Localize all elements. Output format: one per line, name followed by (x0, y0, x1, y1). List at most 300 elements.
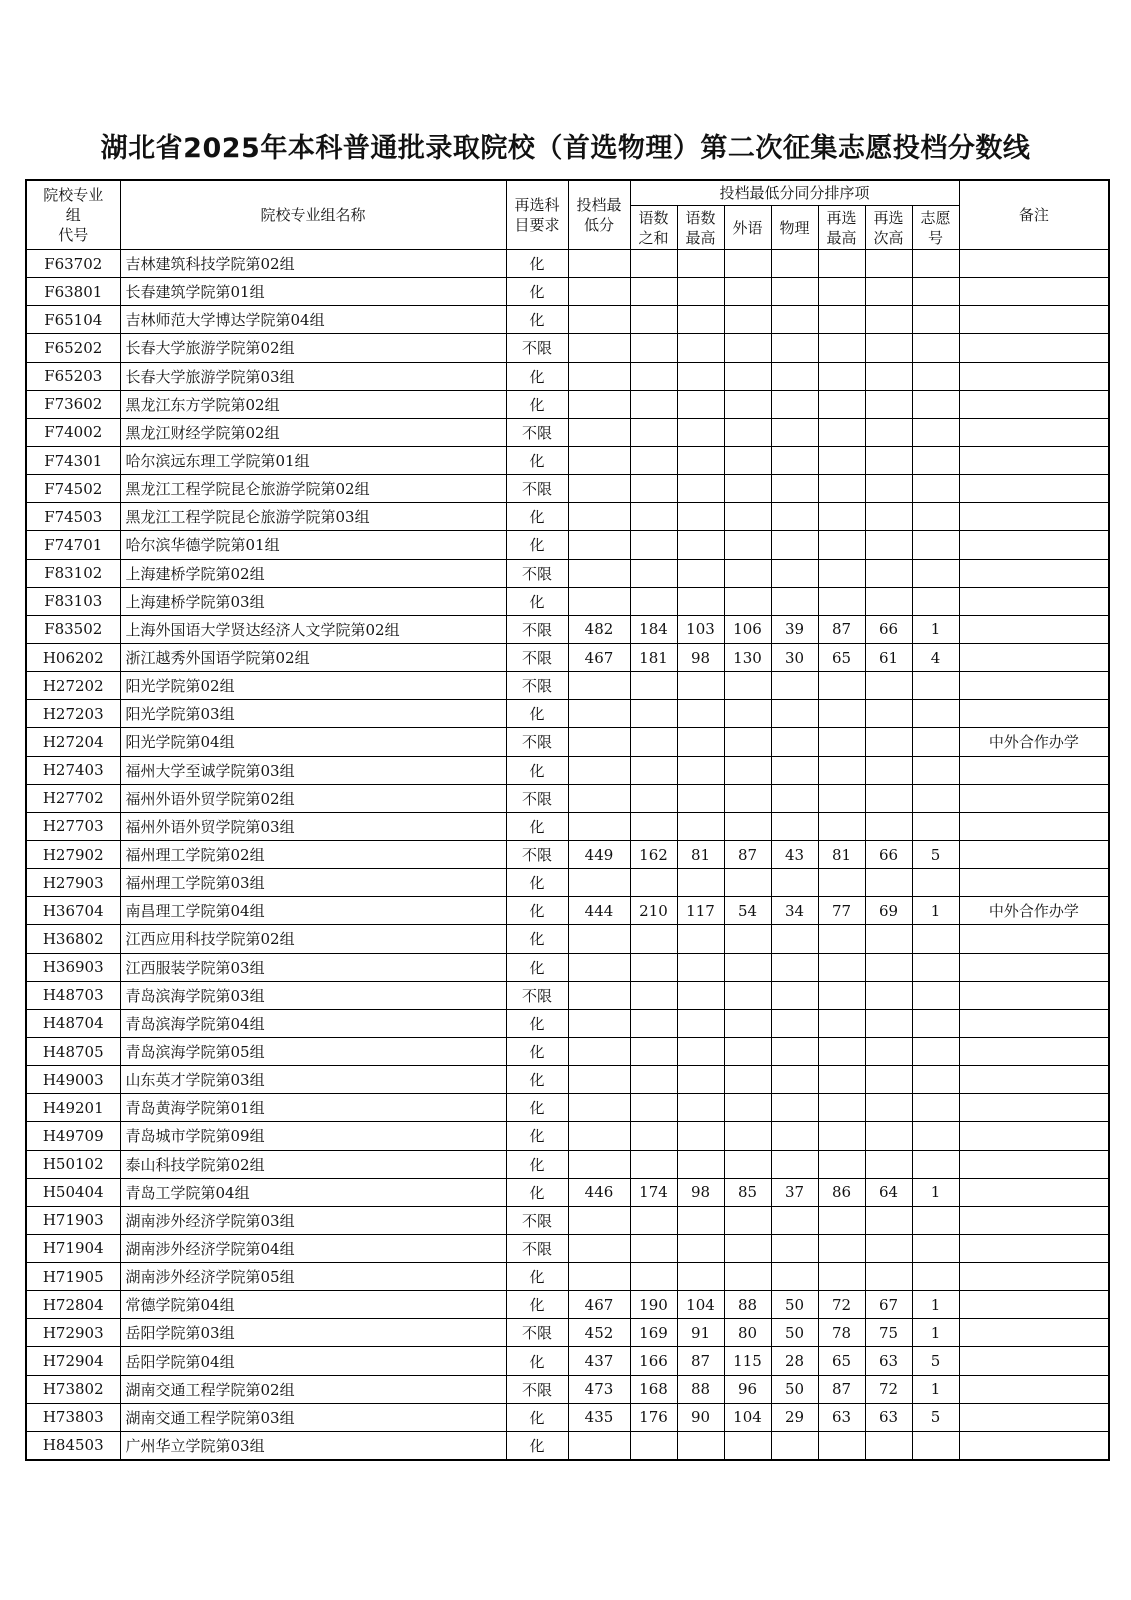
cell-name: 黑龙江工程学院昆仑旅游学院第03组 (120, 503, 506, 531)
header-tie-col-line: 之和 (638, 228, 669, 247)
cell-choice-no (912, 953, 959, 981)
cell-english (724, 1234, 771, 1262)
cell-elective-high (818, 1037, 865, 1065)
header-req-line1: 再选科 (514, 196, 560, 214)
cell-physics (771, 446, 818, 474)
cell-physics: 39 (771, 615, 818, 643)
cell-choice-no (912, 306, 959, 334)
cell-english: 115 (724, 1347, 771, 1375)
cell-remark (959, 1291, 1109, 1319)
cell-choice-no (912, 756, 959, 784)
cell-name: 江西应用科技学院第02组 (120, 925, 506, 953)
cell-choice-no (912, 418, 959, 446)
cell-code: F74002 (26, 418, 120, 446)
cell-elective-second (865, 784, 912, 812)
cell-remark (959, 1375, 1109, 1403)
cell-sum-cm (630, 390, 677, 418)
table-row (26, 531, 1109, 559)
cell-choice-no (912, 1234, 959, 1262)
cell-code: H36802 (26, 925, 120, 953)
cell-english: 130 (724, 643, 771, 671)
cell-max-cm: 87 (677, 1347, 724, 1375)
cell-remark (959, 475, 1109, 503)
header-remark: 备注 (959, 180, 1109, 250)
cell-elective-second (865, 1150, 912, 1178)
cell-name: 青岛黄海学院第01组 (120, 1094, 506, 1122)
table-row (26, 615, 1109, 643)
cell-max-cm (677, 475, 724, 503)
table-row (26, 1234, 1109, 1262)
cell-min-score: 437 (568, 1347, 630, 1375)
cell-remark (959, 1403, 1109, 1431)
cell-max-cm (677, 1150, 724, 1178)
cell-max-cm (677, 1206, 724, 1234)
cell-min-score: 473 (568, 1375, 630, 1403)
cell-english (724, 362, 771, 390)
cell-code: H48704 (26, 1009, 120, 1037)
cell-elective-second (865, 418, 912, 446)
cell-name: 福州理工学院第03组 (120, 869, 506, 897)
cell-choice-no (912, 728, 959, 756)
header-tie-col-line: 最高 (685, 228, 716, 247)
cell-choice-no: 1 (912, 1375, 959, 1403)
cell-max-cm (677, 587, 724, 615)
cell-sum-cm (630, 1150, 677, 1178)
cell-name: 湖南涉外经济学院第04组 (120, 1234, 506, 1262)
cell-sum-cm (630, 446, 677, 474)
cell-english (724, 503, 771, 531)
table-header (26, 180, 1109, 250)
cell-elective-second: 69 (865, 897, 912, 925)
cell-min-score (568, 362, 630, 390)
cell-english (724, 559, 771, 587)
cell-max-cm (677, 559, 724, 587)
cell-physics (771, 981, 818, 1009)
cell-choice-no (912, 869, 959, 897)
cell-choice-no: 5 (912, 840, 959, 868)
cell-name: 黑龙江财经学院第02组 (120, 418, 506, 446)
cell-code: H73803 (26, 1403, 120, 1431)
cell-min-score (568, 700, 630, 728)
cell-name: 青岛滨海学院第03组 (120, 981, 506, 1009)
cell-physics (771, 812, 818, 840)
cell-requirement: 不限 (506, 672, 568, 700)
cell-elective-high (818, 672, 865, 700)
cell-max-cm (677, 278, 724, 306)
cell-requirement: 化 (506, 1037, 568, 1065)
table-row (26, 869, 1109, 897)
cell-choice-no (912, 250, 959, 278)
cell-code: H49709 (26, 1122, 120, 1150)
cell-code: H27903 (26, 869, 120, 897)
cell-name: 湖南交通工程学院第02组 (120, 1375, 506, 1403)
cell-elective-high (818, 587, 865, 615)
table-row (26, 1375, 1109, 1403)
cell-elective-second: 63 (865, 1403, 912, 1431)
table-row (26, 925, 1109, 953)
cell-code: H27203 (26, 700, 120, 728)
cell-elective-high (818, 362, 865, 390)
cell-physics (771, 587, 818, 615)
cell-english: 80 (724, 1319, 771, 1347)
cell-name: 阳光学院第04组 (120, 728, 506, 756)
header-tie-col-line: 次高 (873, 228, 904, 247)
cell-requirement: 化 (506, 1347, 568, 1375)
cell-name: 上海建桥学院第02组 (120, 559, 506, 587)
cell-elective-high: 87 (818, 1375, 865, 1403)
cell-elective-second (865, 1206, 912, 1234)
cell-max-cm (677, 812, 724, 840)
cell-elective-high: 72 (818, 1291, 865, 1319)
cell-max-cm (677, 1094, 724, 1122)
cell-elective-high (818, 1122, 865, 1150)
cell-sum-cm (630, 1431, 677, 1459)
cell-elective-high: 77 (818, 897, 865, 925)
cell-physics (771, 1234, 818, 1262)
cell-code: H27702 (26, 784, 120, 812)
cell-english (724, 475, 771, 503)
header-tie-col-line: 最高 (826, 228, 857, 247)
cell-min-score (568, 503, 630, 531)
cell-name: 青岛工学院第04组 (120, 1178, 506, 1206)
cell-elective-second (865, 953, 912, 981)
cell-sum-cm (630, 559, 677, 587)
cell-max-cm: 88 (677, 1375, 724, 1403)
cell-elective-high (818, 334, 865, 362)
cell-physics: 50 (771, 1319, 818, 1347)
cell-code: F73602 (26, 390, 120, 418)
cell-code: H48703 (26, 981, 120, 1009)
cell-elective-high (818, 1009, 865, 1037)
cell-code: H50102 (26, 1150, 120, 1178)
cell-name: 长春大学旅游学院第02组 (120, 334, 506, 362)
table-row (26, 278, 1109, 306)
cell-max-cm (677, 953, 724, 981)
cell-physics (771, 700, 818, 728)
cell-name: 南昌理工学院第04组 (120, 897, 506, 925)
table-row (26, 1263, 1109, 1291)
cell-english: 104 (724, 1403, 771, 1431)
cell-min-score (568, 728, 630, 756)
cell-min-score (568, 587, 630, 615)
cell-english: 106 (724, 615, 771, 643)
cell-elective-second (865, 1431, 912, 1459)
cell-min-score: 449 (568, 840, 630, 868)
header-tie-col-line: 语数 (685, 208, 716, 227)
cell-sum-cm (630, 587, 677, 615)
cell-physics (771, 531, 818, 559)
cell-remark (959, 250, 1109, 278)
cell-min-score: 482 (568, 615, 630, 643)
cell-physics (771, 672, 818, 700)
cell-sum-cm (630, 334, 677, 362)
cell-requirement: 化 (506, 1122, 568, 1150)
cell-physics (771, 1150, 818, 1178)
header-min-line2: 低分 (583, 216, 614, 234)
cell-code: H72804 (26, 1291, 120, 1319)
cell-english: 85 (724, 1178, 771, 1206)
cell-code: H27403 (26, 756, 120, 784)
cell-name: 山东英才学院第03组 (120, 1066, 506, 1094)
cell-elective-high (818, 1431, 865, 1459)
cell-english: 96 (724, 1375, 771, 1403)
cell-elective-high: 63 (818, 1403, 865, 1431)
cell-sum-cm (630, 1234, 677, 1262)
cell-english (724, 306, 771, 334)
cell-english (724, 1037, 771, 1065)
cell-min-score: 435 (568, 1403, 630, 1431)
cell-physics (771, 953, 818, 981)
cell-sum-cm (630, 1037, 677, 1065)
cell-remark (959, 531, 1109, 559)
cell-min-score (568, 278, 630, 306)
cell-remark (959, 784, 1109, 812)
cell-requirement: 化 (506, 756, 568, 784)
cell-max-cm (677, 784, 724, 812)
cell-sum-cm (630, 1206, 677, 1234)
cell-elective-high (818, 1234, 865, 1262)
cell-requirement: 不限 (506, 418, 568, 446)
cell-remark (959, 925, 1109, 953)
cell-english (724, 784, 771, 812)
cell-code: H48705 (26, 1037, 120, 1065)
header-tie-col (630, 206, 677, 250)
header-tie-col (724, 206, 771, 250)
cell-elective-high (818, 278, 865, 306)
cell-elective-high (818, 503, 865, 531)
cell-sum-cm (630, 812, 677, 840)
cell-min-score (568, 446, 630, 474)
cell-elective-high (818, 728, 865, 756)
cell-english (724, 672, 771, 700)
cell-elective-high (818, 925, 865, 953)
cell-elective-high (818, 1094, 865, 1122)
cell-choice-no (912, 1066, 959, 1094)
table-body (26, 250, 1109, 1460)
cell-elective-second (865, 869, 912, 897)
cell-code: F74502 (26, 475, 120, 503)
table-row (26, 1094, 1109, 1122)
table-row (26, 756, 1109, 784)
cell-elective-second (865, 756, 912, 784)
cell-physics (771, 559, 818, 587)
cell-elective-high (818, 1150, 865, 1178)
cell-elective-second (865, 587, 912, 615)
cell-sum-cm (630, 250, 677, 278)
cell-elective-second (865, 1009, 912, 1037)
cell-remark (959, 840, 1109, 868)
cell-min-score: 444 (568, 897, 630, 925)
cell-physics (771, 1431, 818, 1459)
cell-choice-no (912, 503, 959, 531)
cell-physics (771, 1066, 818, 1094)
cell-max-cm (677, 418, 724, 446)
cell-elective-high (818, 306, 865, 334)
cell-choice-no (912, 1094, 959, 1122)
cell-elective-second (865, 1037, 912, 1065)
cell-code: F63702 (26, 250, 120, 278)
cell-remark (959, 334, 1109, 362)
cell-physics (771, 1009, 818, 1037)
table-row (26, 418, 1109, 446)
cell-english (724, 756, 771, 784)
cell-requirement: 不限 (506, 728, 568, 756)
cell-elective-second (865, 250, 912, 278)
cell-remark (959, 1037, 1109, 1065)
cell-physics (771, 1263, 818, 1291)
cell-remark (959, 812, 1109, 840)
cell-physics (771, 1206, 818, 1234)
cell-requirement: 化 (506, 869, 568, 897)
table-row (26, 1066, 1109, 1094)
cell-remark (959, 643, 1109, 671)
cell-requirement: 不限 (506, 475, 568, 503)
table-row (26, 334, 1109, 362)
cell-max-cm (677, 981, 724, 1009)
cell-code: H36704 (26, 897, 120, 925)
header-tie-col-line: 志愿 (920, 208, 951, 227)
cell-choice-no (912, 334, 959, 362)
cell-sum-cm (630, 925, 677, 953)
cell-code: F74701 (26, 531, 120, 559)
cell-elective-second (865, 446, 912, 474)
cell-requirement: 化 (506, 953, 568, 981)
cell-min-score: 452 (568, 1319, 630, 1347)
cell-requirement: 化 (506, 278, 568, 306)
table-row (26, 700, 1109, 728)
cell-code: H84503 (26, 1431, 120, 1459)
cell-remark (959, 559, 1109, 587)
cell-sum-cm: 169 (630, 1319, 677, 1347)
cell-max-cm (677, 503, 724, 531)
cell-code: H06202 (26, 643, 120, 671)
cell-sum-cm: 184 (630, 615, 677, 643)
cell-requirement: 化 (506, 1094, 568, 1122)
cell-remark (959, 587, 1109, 615)
cell-choice-no: 1 (912, 615, 959, 643)
cell-requirement: 不限 (506, 784, 568, 812)
table-row (26, 1291, 1109, 1319)
cell-elective-second (865, 278, 912, 306)
cell-max-cm (677, 925, 724, 953)
header-tie-col (771, 206, 818, 250)
cell-elective-second (865, 559, 912, 587)
cell-name: 湖南涉外经济学院第03组 (120, 1206, 506, 1234)
cell-name: 阳光学院第02组 (120, 672, 506, 700)
cell-requirement: 化 (506, 1150, 568, 1178)
cell-max-cm: 81 (677, 840, 724, 868)
cell-elective-high (818, 475, 865, 503)
cell-remark (959, 1263, 1109, 1291)
cell-choice-no (912, 1122, 959, 1150)
cell-code: F83103 (26, 587, 120, 615)
cell-min-score (568, 1009, 630, 1037)
cell-physics (771, 869, 818, 897)
cell-english: 88 (724, 1291, 771, 1319)
cell-physics (771, 925, 818, 953)
table-row (26, 1403, 1109, 1431)
header-tie-col-line: 号 (928, 228, 944, 247)
cell-choice-no: 5 (912, 1347, 959, 1375)
cell-remark (959, 446, 1109, 474)
cell-min-score (568, 418, 630, 446)
cell-code: F83102 (26, 559, 120, 587)
cell-choice-no: 1 (912, 1178, 959, 1206)
cell-requirement: 不限 (506, 981, 568, 1009)
cell-sum-cm: 210 (630, 897, 677, 925)
cell-sum-cm (630, 700, 677, 728)
cell-min-score (568, 1150, 630, 1178)
cell-remark (959, 1206, 1109, 1234)
cell-name: 福州大学至诚学院第03组 (120, 756, 506, 784)
cell-code: F74503 (26, 503, 120, 531)
cell-english (724, 1263, 771, 1291)
cell-requirement: 化 (506, 250, 568, 278)
table-row (26, 1431, 1109, 1459)
cell-remark (959, 1122, 1109, 1150)
cell-code: H73802 (26, 1375, 120, 1403)
cell-elective-second: 67 (865, 1291, 912, 1319)
cell-elective-second (865, 1094, 912, 1122)
cell-english (724, 953, 771, 981)
header-min-line1: 投档最 (576, 196, 622, 214)
cell-physics (771, 1037, 818, 1065)
header-tie-col (818, 206, 865, 250)
cell-elective-high (818, 1206, 865, 1234)
table-row (26, 446, 1109, 474)
cell-sum-cm (630, 728, 677, 756)
cell-max-cm (677, 250, 724, 278)
cell-english (724, 1066, 771, 1094)
cell-code: H49201 (26, 1094, 120, 1122)
cell-english (724, 812, 771, 840)
table-row (26, 953, 1109, 981)
cell-max-cm (677, 869, 724, 897)
cell-sum-cm: 174 (630, 1178, 677, 1206)
cell-elective-high (818, 1263, 865, 1291)
cell-code: H71903 (26, 1206, 120, 1234)
cell-max-cm (677, 1234, 724, 1262)
cell-code: H27703 (26, 812, 120, 840)
cell-english (724, 728, 771, 756)
cell-sum-cm (630, 531, 677, 559)
cell-remark: 中外合作办学 (959, 897, 1109, 925)
cell-elective-high: 81 (818, 840, 865, 868)
header-tie-col-line: 外语 (732, 218, 763, 237)
cell-min-score (568, 812, 630, 840)
header-code-line3: 代号 (58, 226, 89, 244)
cell-choice-no (912, 475, 959, 503)
cell-physics (771, 306, 818, 334)
cell-min-score (568, 475, 630, 503)
cell-max-cm: 98 (677, 1178, 724, 1206)
cell-name: 湖南交通工程学院第03组 (120, 1403, 506, 1431)
cell-elective-second: 66 (865, 615, 912, 643)
cell-remark (959, 1066, 1109, 1094)
cell-choice-no (912, 1037, 959, 1065)
cell-remark (959, 1009, 1109, 1037)
cell-sum-cm (630, 1009, 677, 1037)
cell-choice-no: 1 (912, 1291, 959, 1319)
cell-max-cm (677, 531, 724, 559)
cell-max-cm (677, 700, 724, 728)
cell-requirement: 化 (506, 306, 568, 334)
cell-requirement: 化 (506, 1291, 568, 1319)
cell-name: 岳阳学院第04组 (120, 1347, 506, 1375)
cell-requirement: 不限 (506, 1206, 568, 1234)
cell-name: 黑龙江东方学院第02组 (120, 390, 506, 418)
cell-name: 福州外语外贸学院第03组 (120, 812, 506, 840)
